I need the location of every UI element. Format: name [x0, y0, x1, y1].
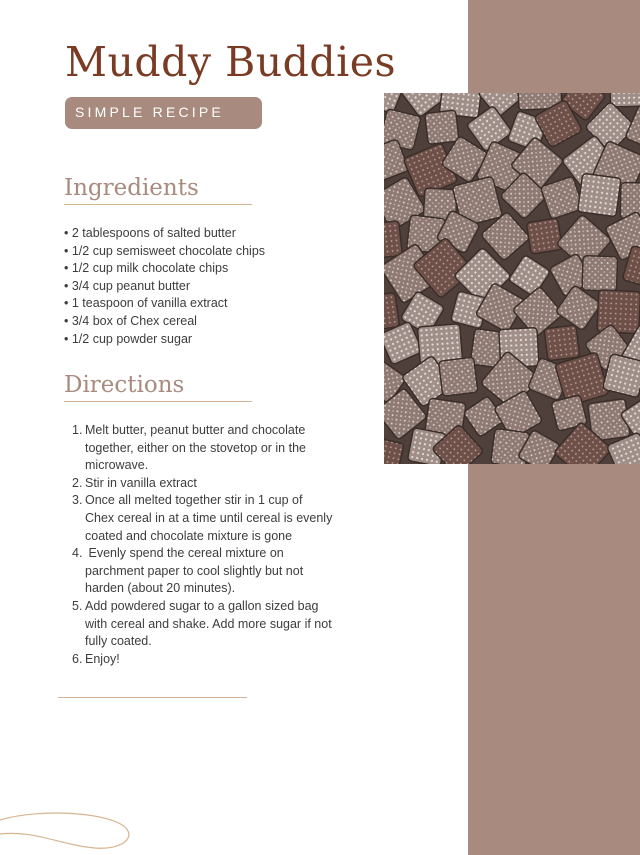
step-number: 3. [72, 493, 83, 508]
step-number: 1. [72, 423, 83, 437]
step-text: Enjoy! [85, 651, 120, 666]
cereal-piece [582, 256, 618, 292]
decorative-swirl [0, 790, 140, 855]
recipe-title: Muddy Buddies [65, 38, 397, 86]
step-number: 6. [72, 651, 83, 666]
cereal-photo-illustration [384, 93, 640, 464]
ingredient-item: • 1/2 cup milk chocolate chips [64, 260, 265, 278]
ingredients-heading: Ingredients [64, 175, 199, 201]
ingredient-item: • 2 tablespoons of salted butter [64, 225, 265, 243]
step-text: Stir in vanilla extract [85, 475, 197, 490]
ingredient-item: • 3/4 cup peanut butter [64, 278, 265, 296]
ingredient-item: • 3/4 box of Chex cereal [64, 313, 265, 331]
directions-list [64, 422, 334, 668]
cereal-piece [425, 110, 460, 145]
ingredient-item: • 1/2 cup powder sugar [64, 331, 265, 349]
recipe-badge-label: SIMPLE RECIPE [75, 104, 224, 120]
cereal-piece [597, 290, 640, 334]
direction-step [64, 651, 334, 669]
direction-step [64, 475, 334, 493]
cereal-piece [577, 173, 621, 217]
directions-underline [64, 401, 252, 402]
step-text: Evenly spend the cereal mixture on parchment paper to cool slightly but not harden (about 20 minutes). [85, 546, 307, 596]
step-number: 2. [72, 475, 83, 490]
ingredient-item: • 1/2 cup semisweet chocolate chips [64, 243, 265, 261]
directions-end-rule [58, 697, 247, 698]
cereal-piece [526, 218, 562, 254]
directions-heading: Directions [64, 372, 185, 398]
ingredients-list [64, 225, 265, 348]
direction-step [64, 422, 334, 475]
ingredient-item: • 1 teaspoon of vanilla extract [64, 295, 265, 313]
cereal-piece [544, 325, 580, 361]
cereal-piece [439, 357, 478, 396]
direction-step [64, 492, 334, 545]
recipe-badge [65, 97, 262, 129]
ingredients-underline [64, 204, 252, 205]
step-text: Add powdered sugar to a gallon sized bag with cereal and shake. Add more sugar if not fully coated. [85, 598, 332, 649]
direction-step [64, 598, 334, 651]
step-text: Once all melted together stir in 1 cup of Chex cereal in at a time until cereal is evenly coated and chocolate mixture is gone [85, 493, 333, 543]
step-number: 4. [72, 546, 83, 561]
direction-step [64, 545, 334, 598]
recipe-photo [384, 93, 640, 464]
step-text: Melt butter, peanut butter and chocolate together, either on the stovetop or in the microwave. [85, 423, 306, 473]
step-number: 5. [72, 598, 83, 613]
